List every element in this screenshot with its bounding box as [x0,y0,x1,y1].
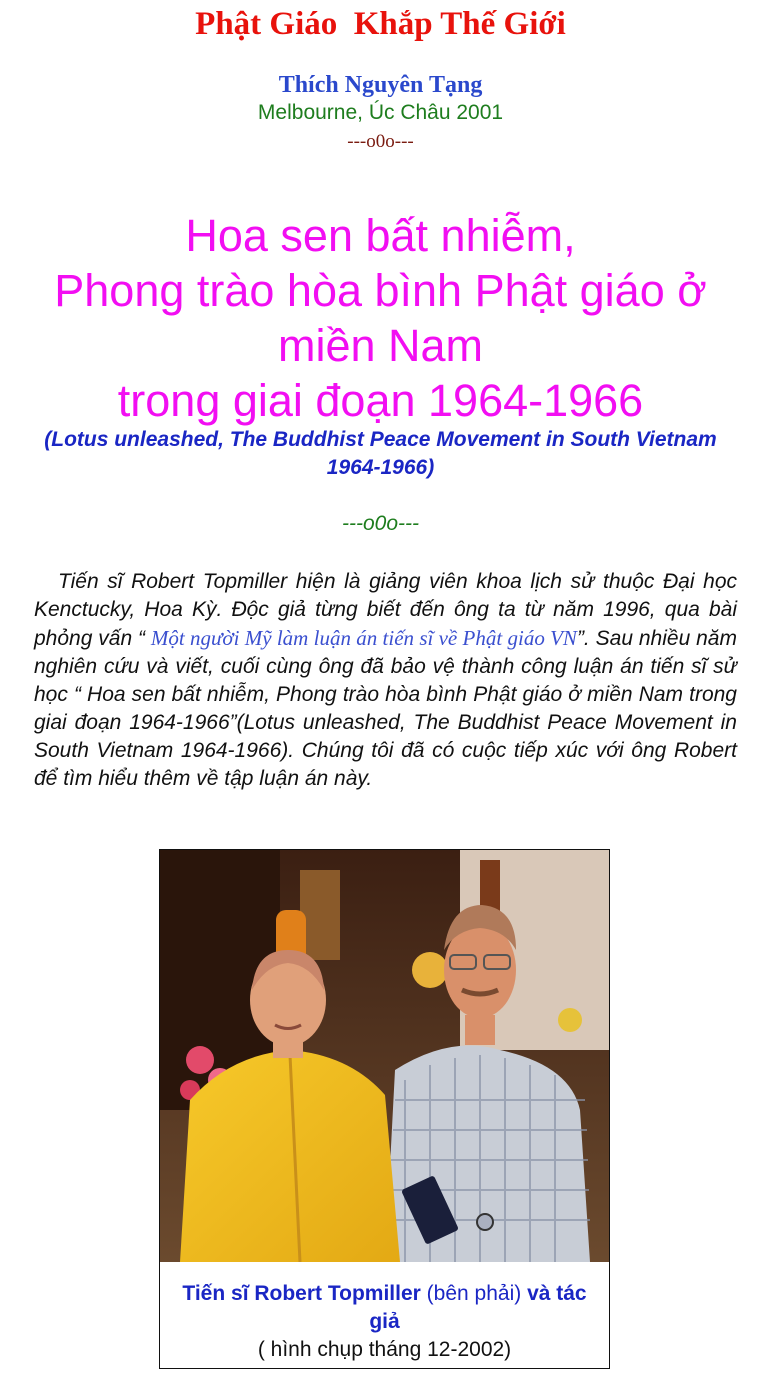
article-subtitle: (Lotus unleashed, The Buddhist Peace Movement in South Vietnam 1964-1966) [44,428,717,479]
intro-text-continued: ”. Sau nhiều năm nghiên cứu và viết, cuối cùng ông đã bảo vệ thành công luận án tiến sĩ sử học “ Hoa sen bất nhiễm, Phong trào hòa bình Phật giáo ở miền Nam trong giai đoạn 1964-1966”(Lotus unleashed, The Buddhist Peace Movement in South Vietnam 1964-1966). Chúng tôi đã có cuộc tiếp xúc với ông Robert để tìm hiểu thêm về tập luận án này. [34,627,737,790]
intro-text: Tiến sĩ Robert Topmiller hiện là giảng viên khoa lịch sử thuộc Đại học Kenctucky, Hoa Kỳ. Độc giả từng biết đến ông ta từ năm 1996, qua bài phỏng vấn “ [34,570,737,650]
caption-position: (bên phải) [420,1282,528,1305]
site-title: Phật Giáo Khắp Thế Giới [195,6,566,42]
header-separator: ---o0o--- [347,131,414,152]
article-title-line: miền Nam [277,320,484,371]
photo-caption [160,1280,609,1364]
caption-date: ( hình chụp tháng 12-2002) [257,1338,512,1361]
article-title [20,208,741,428]
caption-name: Tiến sĩ Robert Topmiller [182,1282,421,1305]
author-name: Thích Nguyên Tạng [278,72,483,98]
caption-and: và tác giả [369,1282,587,1333]
photo-image [160,850,609,1262]
photo-figure [159,849,610,1369]
place-date: Melbourne, Úc Châu 2001 [257,101,504,124]
article-title-line: trong giai đoạn 1964-1966 [117,375,644,426]
intro-paragraph [34,568,737,793]
photo-illustration [160,850,609,1262]
article-title-line: Hoa sen bất nhiễm, [185,210,576,261]
article-separator: ---o0o--- [342,512,419,535]
article-title-line: Phong trào hòa bình Phật giáo ở [54,265,707,316]
interview-link[interactable]: Một người Mỹ làm luận án tiến sĩ về Phật giáo VN [150,626,577,650]
